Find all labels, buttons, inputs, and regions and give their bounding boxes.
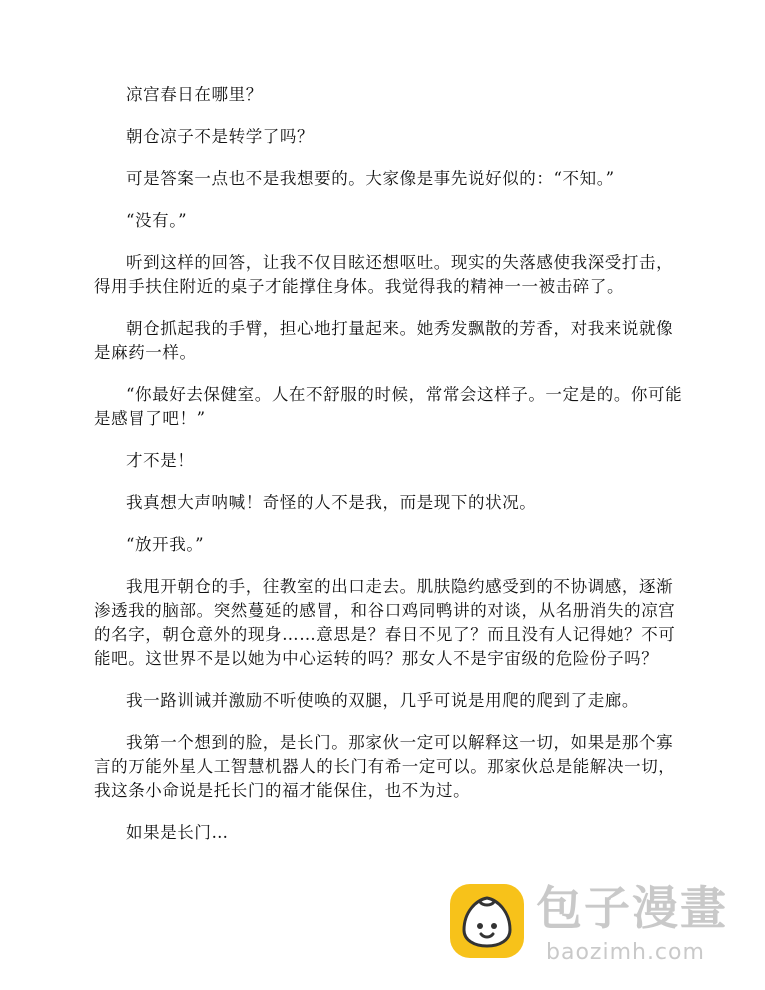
site-watermark (450, 880, 750, 980)
paragraph: 我真想大声呐喊！奇怪的人不是我，而是现下的状况。 (126, 493, 537, 512)
brand-url: baozimh.com (546, 940, 705, 965)
paragraph: “没有。” (126, 211, 188, 230)
paragraph: 才不是！ (126, 451, 195, 470)
paragraph: 如果是长门… (126, 823, 229, 842)
paragraph: “你最好去保健室。人在不舒服的时候，常常会这样子。一定是的。你可能是感冒了吧！” (94, 385, 683, 428)
paragraph: 凉宫春日在哪里？ (126, 85, 263, 104)
paragraph: 可是答案一点也不是我想要的。大家像是事先说好似的：“不知。” (126, 169, 615, 188)
paragraph: “放开我。” (126, 535, 205, 554)
bun-face-icon (450, 884, 524, 958)
paragraph: 朝仓抓起我的手臂，担心地打量起来。她秀发飘散的芳香，对我来说就像是麻药一样。 (94, 319, 674, 362)
brand-name: 包子漫畫 (536, 881, 728, 935)
novel-page (94, 83, 684, 863)
paragraph: 我甩开朝仓的手，往教室的出口走去。肌肤隐约感受到的不协调感，逐渐渗透我的脑部。突然蔓延的感冒，和谷口鸡同鸭讲的对谈，从名册消失的凉宫的名字，朝仓意外的现身……意思是？春日不见了？而且没有人记得她？不可能吧。这世界不是以她为中心运转的吗？那女人不是宇宙级的危险份子吗？ (94, 577, 676, 668)
paragraph: 听到这样的回答，让我不仅目眩还想呕吐。现实的失落感使我深受打击，得用手扶住附近的桌子才能撑住身体。我觉得我的精神一一被击碎了。 (94, 253, 674, 296)
paragraph: 朝仓凉子不是转学了吗？ (126, 127, 315, 146)
paragraph: 我第一个想到的脸，是长门。那家伙一定可以解释这一切，如果是那个寡言的万能外星人工智慧机器人的长门有希一定可以。那家伙总是能解决一切，我这条小命说是托长门的福才能保住，也不为过。 (94, 733, 676, 800)
paragraph: 我一路训诫并激励不听使唤的双腿，几乎可说是用爬的爬到了走廊。 (126, 691, 639, 710)
